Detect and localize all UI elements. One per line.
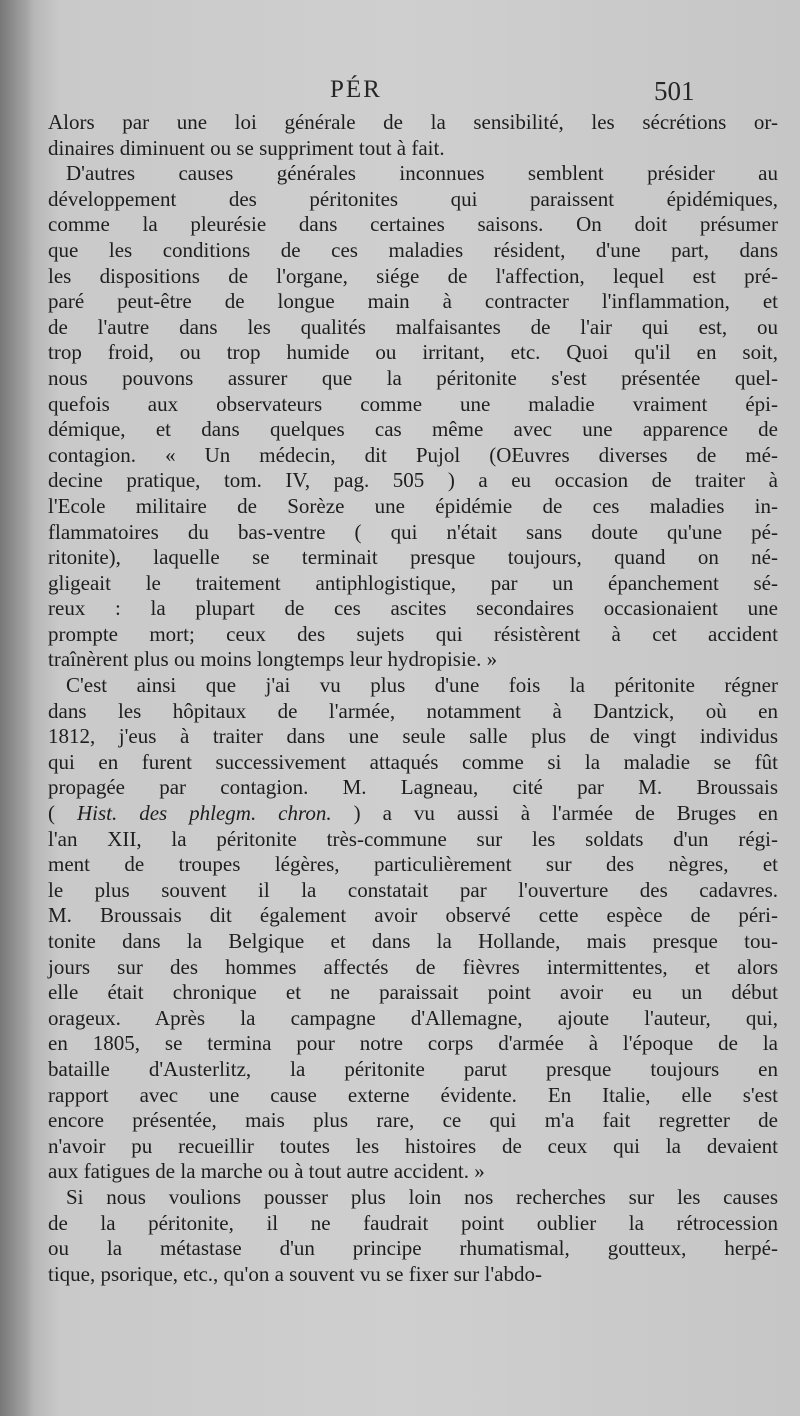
running-head: PÉR xyxy=(330,76,382,103)
page-number: 501 xyxy=(654,76,695,106)
text-line: développement des péritonites qui paraissent épidémiques, xyxy=(48,186,778,211)
text-line: trop froid, ou trop humide ou irritant, etc. Quoi qu'il en soit, xyxy=(48,340,778,365)
text-line: l'an XII, la péritonite très-commune sur les soldats d'un régi- xyxy=(48,826,778,851)
text-line: paré peut-être de longue main à contracter l'inflammation, et xyxy=(48,289,778,314)
text-line-rest: ) a vu aussi à l'armée de Bruges en xyxy=(331,801,778,826)
body-text xyxy=(48,110,778,1287)
text-line: prompte mort; ceux des sujets qui résistèrent à cet accident xyxy=(48,621,778,646)
text-line: reux : la plupart de ces ascites secondaires occasionaient une xyxy=(48,596,778,621)
text-line xyxy=(48,801,778,827)
text-line: ment de troupes légères, particulièrement sur des nègres, et xyxy=(48,852,778,877)
text-line: rapport avec une cause externe évidente. En Italie, elle s'est xyxy=(48,1082,778,1107)
text-line: D'autres causes générales inconnues semblent présider au xyxy=(66,161,778,186)
text-line: traînèrent plus ou moins longtemps leur hydropisie. » xyxy=(48,647,498,672)
text-line: les dispositions de l'organe, siége de l'affection, lequel est pré- xyxy=(48,263,778,288)
text-line: ritonite), laquelle se terminait presque toujours, quand on né- xyxy=(48,545,778,570)
text-line-prefix: ( xyxy=(48,801,77,826)
text-line: flammatoires du bas-ventre ( qui n'était sans doute qu'une pé- xyxy=(48,519,778,544)
text-line: l'Ecole militaire de Sorèze une épidémie de ces maladies in- xyxy=(48,493,778,518)
page-gutter-shadow xyxy=(0,0,34,1416)
text-line: C'est ainsi que j'ai vu plus d'une fois la péritonite régner xyxy=(66,673,778,698)
text-line: propagée par contagion. M. Lagneau, cité par M. Broussais xyxy=(48,775,778,800)
text-line: elle était chronique et ne paraissait point avoir eu un début xyxy=(48,980,778,1005)
text-line: comme la pleurésie dans certaines saisons. On doit présumer xyxy=(48,212,778,237)
text-line: le plus souvent il la constatait par l'ouverture des cadavres. xyxy=(48,877,778,902)
text-line: jours sur des hommes affectés de fièvres intermittentes, et alors xyxy=(48,954,778,979)
text-line: 1812, j'eus à traiter dans une seule salle plus de vingt individus xyxy=(48,724,778,749)
text-line: de l'autre dans les qualités malfaisantes de l'air qui est, ou xyxy=(48,314,778,339)
text-line: nous pouvons assurer que la péritonite s'est présentée quel- xyxy=(48,365,778,390)
text-line: que les conditions de ces maladies résident, d'une part, dans xyxy=(48,237,778,262)
text-line: dinaires diminuent ou se suppriment tout à fait. xyxy=(48,135,445,160)
text-line: bataille d'Austerlitz, la péritonite parut presque toujours en xyxy=(48,1056,778,1081)
text-line: de la péritonite, il ne faudrait point oublier la rétrocession xyxy=(48,1210,778,1235)
text-line: dans les hôpitaux de l'armée, notamment à Dantzick, où en xyxy=(48,698,778,723)
text-line: tique, psorique, etc., qu'on a souvent vu se fixer sur l'abdo- xyxy=(48,1261,542,1286)
text-line: Si nous voulions pousser plus loin nos recherches sur les causes xyxy=(66,1184,778,1209)
italic-citation: Hist. des phlegm. chron. xyxy=(76,801,332,826)
text-line: aux fatigues de la marche ou à tout autre accident. » xyxy=(48,1159,485,1184)
text-line: n'avoir pu recueillir toutes les histoires de ceux qui la devaient xyxy=(48,1133,778,1158)
text-line: encore présentée, mais plus rare, ce qui m'a fait regretter de xyxy=(48,1108,778,1133)
text-line: orageux. Après la campagne d'Allemagne, ajoute l'auteur, qui, xyxy=(48,1005,778,1030)
text-line: en 1805, se termina pour notre corps d'armée à l'époque de la xyxy=(48,1031,778,1056)
text-line: decine pratique, tom. IV, pag. 505 ) a eu occasion de traiter à xyxy=(48,468,778,493)
text-line: contagion. « Un médecin, dit Pujol (OEuvres diverses de mé- xyxy=(48,442,778,467)
text-line: Alors par une loi générale de la sensibilité, les sécrétions or- xyxy=(48,110,778,134)
text-line: quefois aux observateurs comme une maladie vraiment épi- xyxy=(48,391,778,416)
text-line: démique, et dans quelques cas même avec une apparence de xyxy=(48,417,778,442)
text-line: M. Broussais dit également avoir observé cette espèce de péri- xyxy=(48,903,778,928)
text-line: ou la métastase d'un principe rhumatismal, goutteux, herpé- xyxy=(48,1236,778,1261)
text-line: tonite dans la Belgique et dans la Hollande, mais presque tou- xyxy=(48,929,778,953)
text-line: qui en furent successivement attaqués comme si la maladie se fût xyxy=(48,749,778,774)
text-line: gligeait le traitement antiphlogistique, par un épanchement sé- xyxy=(48,570,778,595)
